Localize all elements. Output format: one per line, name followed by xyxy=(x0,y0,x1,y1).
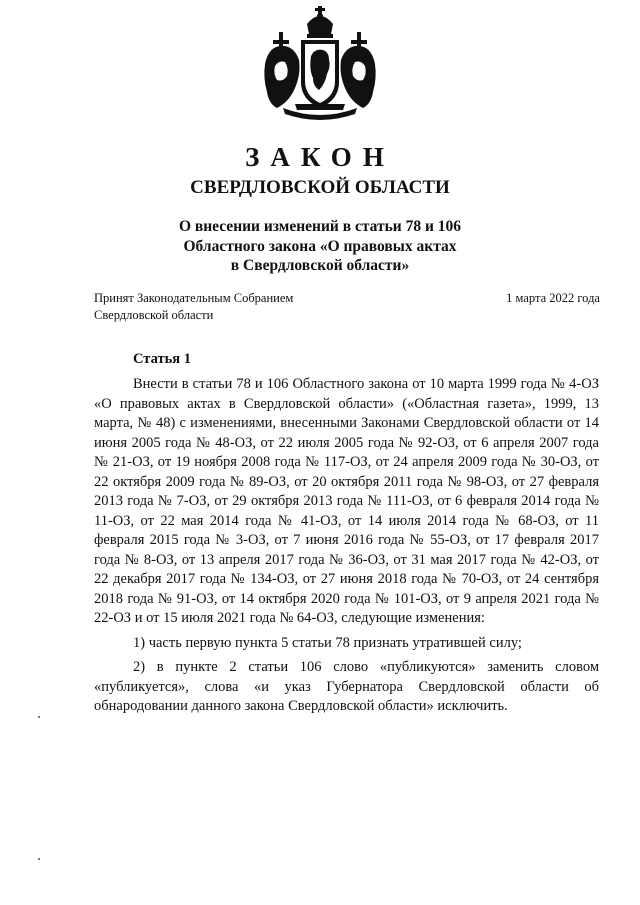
scan-dot xyxy=(38,716,40,718)
adoption-line: Принят Законодательным Собранием xyxy=(94,291,294,305)
scan-dot xyxy=(38,858,40,860)
adoption-line: Свердловской области xyxy=(94,308,214,322)
article-body xyxy=(94,375,599,722)
document-region: СВЕРДЛОВСКОЙ ОБЛАСТИ xyxy=(190,177,450,198)
article-paragraph: 2) в пункте 2 статьи 106 слово «публикуются» заменить словом «публикуется», слова «и указ Губернатора Свердловской области об обнародовании данного закона Свердловской области» исключить. xyxy=(94,659,599,714)
law-title-line: в Свердловской области» xyxy=(230,257,410,274)
law-title xyxy=(90,217,550,276)
document-heading: ЗАКОН xyxy=(245,142,395,172)
law-title-line: О внесении изменений в статьи 78 и 106 xyxy=(178,218,462,235)
article-paragraph: Внести в статьи 78 и 106 Областного закона от 10 марта 1999 года № 4-ОЗ «О правовых актах в Свердловской области» («Областная газета», 1999, 13 марта, № 48) с изменениями, внесенными Законами Свердловской области от 14 июня 2005 года № 48-ОЗ, от 22 июля 2005 года № 92-ОЗ, от 6 апреля 2007 года № 21-ОЗ, от 19 ноября 2008 года № 117-ОЗ, от 24 апреля 2009 года № 30-ОЗ, от 22 октября 2009 года № 89-ОЗ, от 20 октября 2011 года № 98-ОЗ, от 27 февраля 2013 года № 7-ОЗ, от 29 октября 2013 года № 111-ОЗ, от 6 февраля 2014 года № 11-ОЗ, от 22 мая 2014 года № 41-ОЗ, от 14 июля 2014 года № 68-ОЗ, от 11 февраля 2015 года № 3-ОЗ, от 7 июня 2016 года № 55-ОЗ, от 17 февраля 2017 года № 8-ОЗ, от 13 апреля 2017 года № 36-ОЗ, от 31 мая 2017 года № 42-ОЗ, от 22 декабря 2017 года № 134-ОЗ, от 27 июня 2018 года № 70-ОЗ, от 24 сентября 2018 года № 91-ОЗ, от 14 октября 2020 года № 101-ОЗ, от 9 апреля 2021 года № 22-ОЗ и от 15 июля 2021 года № 64-ОЗ, следующие изменения: xyxy=(94,376,599,626)
law-title-line: Областного закона «О правовых актах xyxy=(183,237,457,255)
adoption-date: 1 марта 2022 года xyxy=(506,291,600,305)
coat-of-arms-icon xyxy=(255,4,385,122)
article-title: Статья 1 xyxy=(133,351,191,367)
article-paragraph: 1) часть первую пункта 5 статьи 78 признать утратившей силу; xyxy=(133,634,522,651)
adoption-note xyxy=(94,290,394,324)
